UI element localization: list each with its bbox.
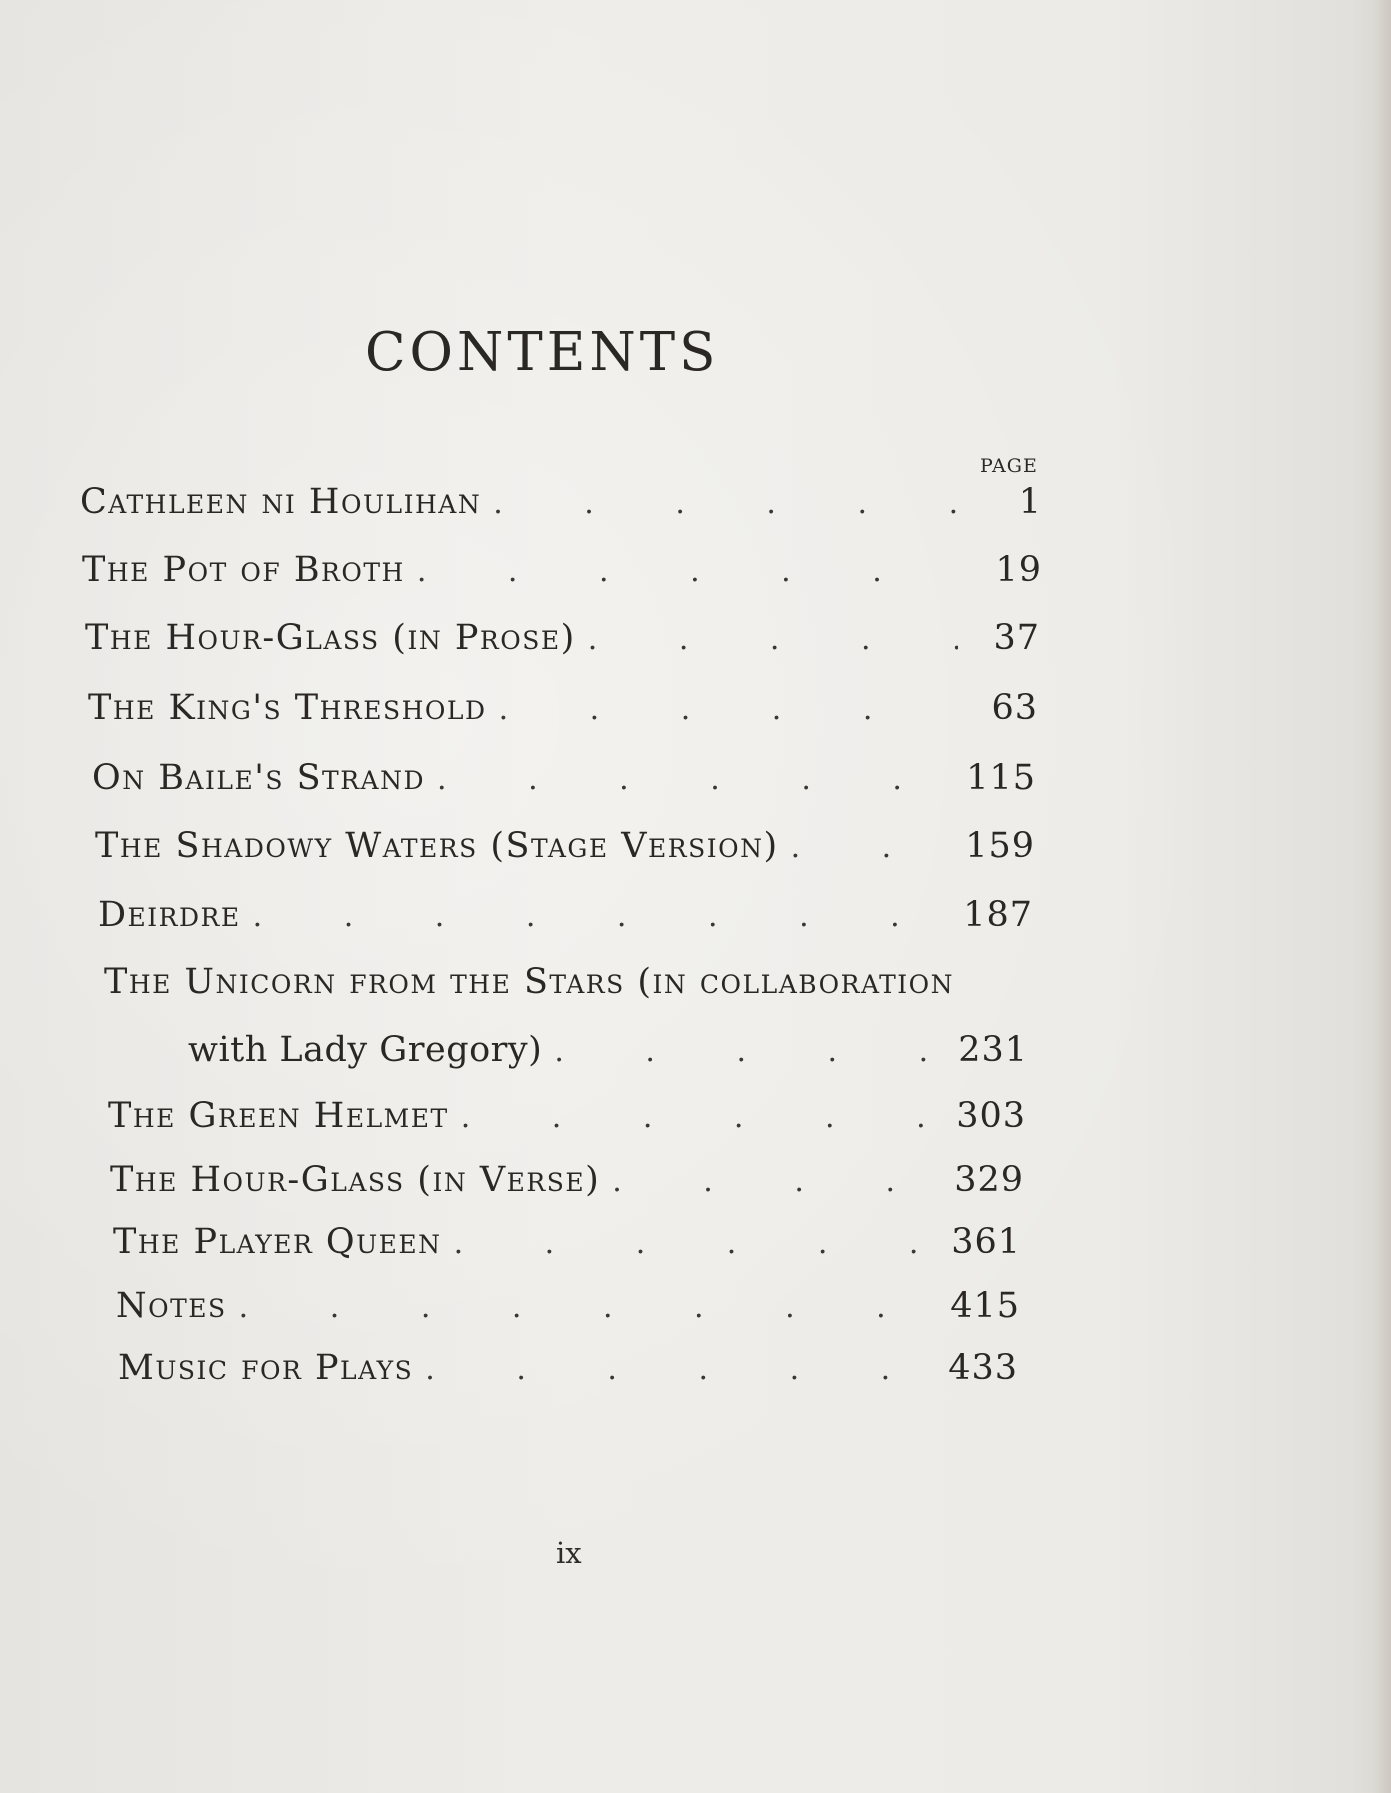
toc-entry-title: Music for Plays [118, 1348, 414, 1388]
toc-entry-page: 361 [951, 1222, 1021, 1262]
toc-entry-page: 303 [956, 1096, 1026, 1136]
toc-entry-page: 37 [993, 618, 1040, 658]
dot-leader [554, 1034, 946, 1069]
toc-entry-title: On Baile's Strand [92, 758, 426, 798]
toc-entry-page: 159 [965, 826, 1035, 866]
toc-entry-page: 433 [948, 1348, 1018, 1388]
toc-entry-continuation [188, 1030, 1028, 1074]
dot-leader [253, 899, 951, 934]
page-folio: ix [556, 1536, 582, 1570]
toc-entry-page: 187 [963, 895, 1033, 935]
dot-leader [499, 692, 956, 727]
toc-entry [85, 618, 1040, 662]
toc-entry-page: 115 [966, 758, 1036, 798]
toc-entry-title: Notes [116, 1286, 227, 1326]
toc-entry [82, 550, 1042, 594]
toc-entry [108, 1096, 1026, 1140]
toc-entry-title: The Hour-Glass (in Verse) [110, 1160, 601, 1200]
toc-entry [88, 688, 1038, 732]
dot-leader [425, 1352, 936, 1387]
dot-leader [588, 622, 958, 657]
toc-entry-title: The Hour-Glass (in Prose) [85, 618, 576, 658]
toc-entry [98, 895, 1033, 939]
dot-leader [791, 830, 953, 865]
toc-entry-page: 1 [1018, 482, 1042, 522]
toc-entry [95, 826, 1035, 870]
toc-entry-title: The Unicorn from the Stars (in collaboration [104, 962, 955, 1002]
toc-entry-title: The Pot of Broth [82, 550, 405, 590]
toc-entry [80, 482, 1042, 526]
toc-entry-title: Cathleen ni Houlihan [80, 482, 482, 522]
toc-entry [113, 1222, 1021, 1266]
page-edge-shading [1373, 0, 1391, 1793]
toc-entry [116, 1286, 1020, 1330]
toc-entry-title: The Shadowy Waters (Stage Version) [95, 826, 779, 866]
toc-entry-page: 231 [958, 1030, 1028, 1070]
toc-entry-page: 63 [991, 688, 1038, 728]
dot-leader [437, 762, 954, 797]
toc-entry-title: The King's Threshold [88, 688, 487, 728]
dot-leader [493, 486, 960, 521]
contents-heading: CONTENTS [365, 322, 720, 383]
toc-entry-first-line [104, 962, 955, 1006]
toc-entry-page: 329 [954, 1160, 1024, 1200]
dot-leader [454, 1226, 939, 1261]
toc-entry-title-continuation: with Lady Gregory) [188, 1030, 543, 1070]
page-column-label: PAGE [980, 455, 1038, 477]
toc-entry [110, 1160, 1024, 1204]
dot-leader [417, 554, 960, 589]
toc-entry-page: 415 [950, 1286, 1020, 1326]
toc-entry-page: 19 [995, 550, 1042, 590]
toc-entry-title: The Player Queen [113, 1222, 442, 1262]
dot-leader [612, 1164, 942, 1199]
toc-entry-title: Deirdre [98, 895, 241, 935]
dot-leader [239, 1290, 938, 1325]
dot-leader [461, 1100, 944, 1135]
toc-entry-title: The Green Helmet [108, 1096, 449, 1136]
toc-entry [118, 1348, 1018, 1392]
toc-entry [92, 758, 1036, 802]
